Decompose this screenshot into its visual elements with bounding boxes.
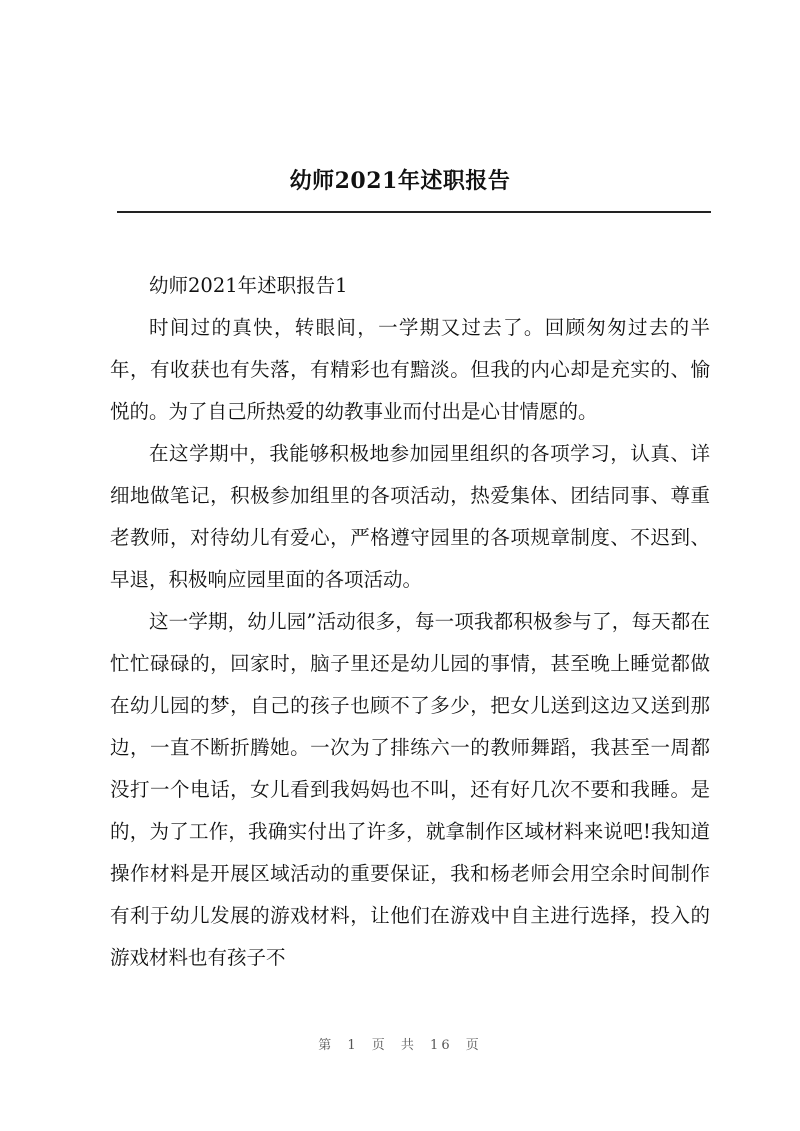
- section-heading: 幼师2021年述职报告1: [149, 274, 348, 297]
- document-body: [110, 265, 710, 979]
- body-paragraph: 在这学期中，我能够积极地参加园里组织的各项学习，认真、详细地做笔记，积极参加组里的各项活动，热爱集体、团结同事、尊重老教师，对待幼儿有爱心，严格遵守园里的各项规章制度、不迟到、早退，积极响应园里面的各项活动。: [110, 442, 710, 591]
- body-paragraph: 时间过的真快，转眼间，一学期又过去了。回顾匆匆过去的半年，有收获也有失落，有精彩也有黯淡。但我的内心却是充实的、愉悦的。为了自己所热爱的幼教事业而付出是心甘情愿的。: [110, 316, 710, 423]
- title-divider: [117, 211, 711, 213]
- document-title: 幼师2021年述职报告: [289, 168, 511, 194]
- body-paragraph: 这一学期，幼儿园”活动很多，每一项我都积极参与了，每天都在忙忙碌碌的，回家时，脑子里还是幼儿园的事情，甚至晚上睡觉都做在幼儿园的梦，自己的孩子也顾不了多少，把女儿送到这边又送到那边，一直不断折腾她。一次为了排练六一的教师舞蹈，我甚至一周都没打一个电话，女儿看到我妈妈也不叫，还有好几次不要和我睡。是的，为了工作，我确实付出了许多，就拿制作区域材料来说吧!我知道操作材料是开展区域活动的重要保证，我和杨老师会用空余时间制作有利于幼儿发展的游戏材料，让他们在游戏中自主进行选择，投入的游戏材料也有孩子不: [110, 610, 710, 969]
- page-number-footer: 第 1 页 共 16 页: [318, 1038, 482, 1053]
